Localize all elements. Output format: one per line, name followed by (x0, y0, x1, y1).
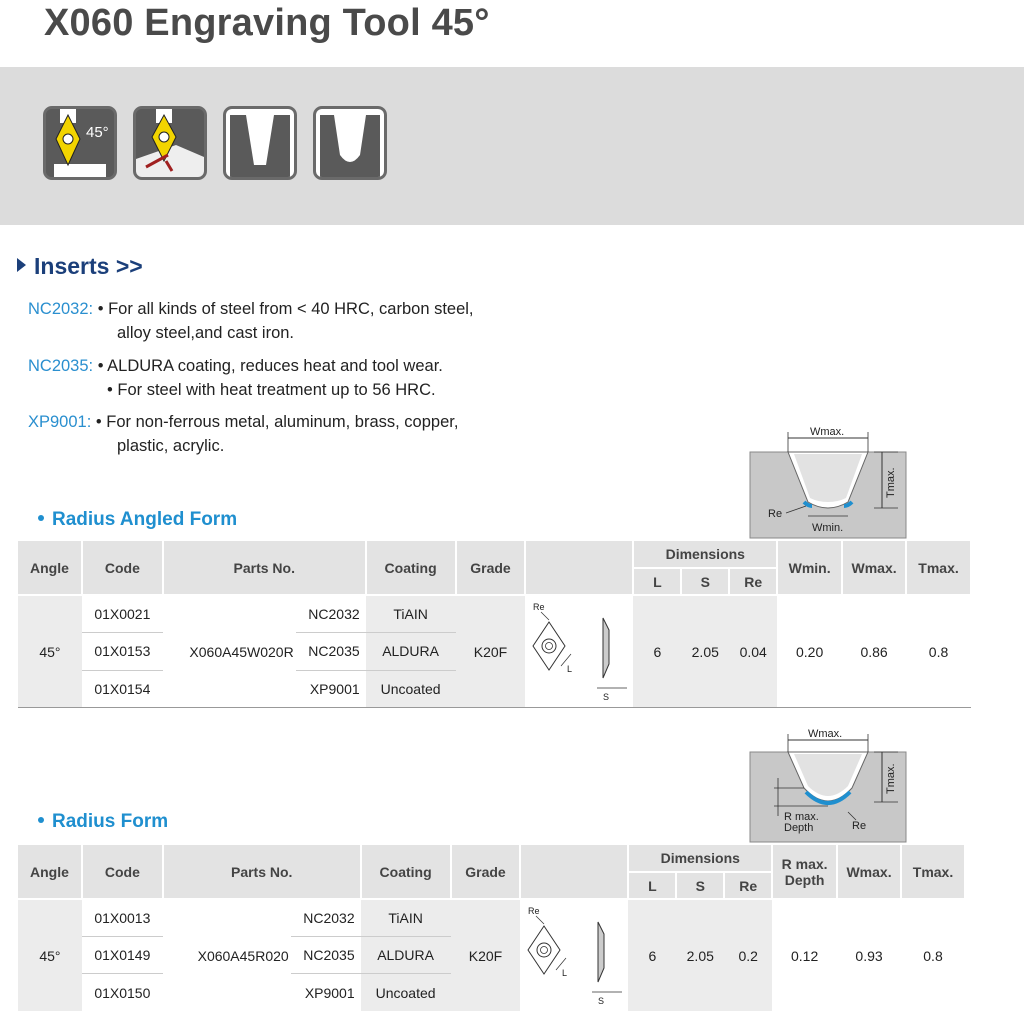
grade-code-cell: NC2035 (296, 633, 366, 671)
bullet-icon (38, 515, 44, 521)
col-angle: Angle (18, 541, 82, 595)
s-cell: 2.05 (681, 595, 729, 708)
col-re: Re (724, 872, 772, 899)
re-label: Re (533, 602, 545, 612)
grade-cell: K20F (451, 899, 521, 1011)
grade-cell: K20F (456, 595, 526, 708)
col-code: Code (82, 541, 163, 595)
l-label: L (567, 664, 573, 674)
page-title: X060 Engraving Tool 45° (44, 2, 490, 44)
col-grade: Grade (451, 845, 521, 899)
parts-no-cell: X060A45W020R (163, 595, 296, 708)
col-s: S (676, 872, 724, 899)
code-cell: 01X0021 (82, 595, 163, 633)
insert-engraving-icon (133, 106, 207, 180)
desc-line: • For non-ferrous metal, aluminum, brass, copper, (95, 413, 459, 431)
grade-code-cell: NC2032 (296, 595, 366, 633)
l-cell: 6 (633, 595, 681, 708)
s-label: S (603, 692, 610, 702)
col-wmax: Wmax. (837, 845, 901, 899)
tmax-label: Tmax. (885, 467, 897, 498)
wmax-label: Wmax. (808, 728, 843, 740)
rmax-cell: 0.12 (772, 899, 837, 1011)
insert-drawing-cell (525, 595, 633, 708)
s-label: S (598, 996, 605, 1006)
radius-form-groove-diagram (748, 722, 910, 844)
parts-no-cell: X060A45R020 (163, 899, 291, 1011)
insert-drawing-cell (520, 899, 628, 1011)
col-grade: Grade (456, 541, 526, 595)
wmax-label: Wmax. (810, 426, 845, 438)
grade-code: NC2035: (28, 357, 94, 375)
tmax-cell: 0.8 (906, 595, 971, 708)
insert-desc-xp9001 (28, 410, 458, 458)
grade-code-cell: XP9001 (296, 670, 366, 708)
col-image (525, 541, 633, 595)
radius-angled-heading-text: Radius Angled Form (52, 509, 238, 530)
wmax-cell: 0.93 (837, 899, 901, 1011)
radius-angled-heading (38, 509, 237, 531)
re-cell: 0.2 (724, 899, 772, 1011)
radius-form-heading-text: Radius Form (52, 811, 169, 832)
col-l: L (633, 568, 681, 595)
desc-line: alloy steel,and cast iron. (117, 324, 295, 342)
grade-code: XP9001: (28, 413, 92, 431)
rmax-label: R max. (784, 811, 819, 823)
radius-form-heading (38, 811, 168, 833)
coating-cell: TiAIN (361, 899, 451, 936)
col-tmax: Tmax. (906, 541, 971, 595)
angle-cell: 45° (18, 899, 82, 1011)
wmin-cell: 0.20 (777, 595, 842, 708)
angle-cell: 45° (18, 595, 82, 708)
insert-drawing-icon (522, 900, 626, 1008)
re-label: Re (528, 906, 540, 916)
table-row (18, 899, 965, 936)
col-s: S (681, 568, 729, 595)
l-cell: 6 (628, 899, 676, 1011)
col-dimensions: Dimensions (628, 845, 772, 872)
col-coating: Coating (366, 541, 456, 595)
bullet-icon (38, 817, 44, 823)
coating-cell: ALDURA (361, 936, 451, 973)
grade-code-cell: NC2032 (291, 899, 361, 936)
radius-angled-table (18, 541, 972, 708)
wmax-cell: 0.86 (842, 595, 906, 708)
s-cell: 2.05 (676, 899, 724, 1011)
re-label: Re (852, 820, 867, 832)
col-parts: Parts No. (163, 541, 366, 595)
desc-line: plastic, acrylic. (117, 437, 225, 455)
desc-line: • For steel with heat treatment up to 56 HRC. (107, 381, 436, 399)
code-cell: 01X0013 (82, 899, 163, 936)
l-label: L (562, 968, 568, 978)
rmax-header: R max. (781, 855, 828, 872)
col-parts: Parts No. (163, 845, 361, 899)
grade-code: NC2032: (28, 300, 94, 318)
code-cell: 01X0153 (82, 633, 163, 671)
v-groove-icon (223, 106, 297, 180)
angle-label: 45° (86, 124, 109, 141)
depth-label: Depth (784, 822, 814, 834)
grade-code-cell: XP9001 (291, 974, 361, 1011)
code-cell: 01X0149 (82, 936, 163, 973)
col-dimensions: Dimensions (633, 541, 777, 568)
desc-line: • For all kinds of steel from < 40 HRC, carbon steel, (97, 300, 474, 318)
coating-cell: ALDURA (366, 633, 456, 671)
coating-cell: Uncoated (366, 670, 456, 708)
insert-drawing-icon (527, 596, 631, 704)
col-code: Code (82, 845, 163, 899)
grade-code-cell: NC2035 (291, 936, 361, 973)
coating-cell: TiAIN (366, 595, 456, 633)
code-cell: 01X0150 (82, 974, 163, 1011)
col-angle: Angle (18, 845, 82, 899)
radius-form-table (18, 845, 966, 1011)
coating-cell: Uncoated (361, 974, 451, 1011)
insert-desc-nc2032 (28, 297, 474, 345)
col-rmax-depth (772, 845, 837, 899)
insert-desc-nc2035 (28, 354, 443, 402)
depth-header: Depth (784, 871, 825, 888)
code-cell: 01X0154 (82, 670, 163, 708)
col-wmin: Wmin. (777, 541, 842, 595)
col-tmax: Tmax. (901, 845, 965, 899)
tmax-label: Tmax. (885, 763, 897, 794)
col-image (520, 845, 628, 899)
col-coating: Coating (361, 845, 451, 899)
re-label: Re (768, 508, 783, 520)
desc-line: • ALDURA coating, reduces heat and tool wear. (97, 357, 443, 375)
inserts-heading (17, 253, 143, 280)
tmax-cell: 0.8 (901, 899, 965, 1011)
col-l: L (628, 872, 676, 899)
radius-angled-groove-diagram (748, 420, 910, 542)
re-cell: 0.04 (729, 595, 777, 708)
triangle-bullet-icon (17, 258, 26, 272)
inserts-heading-text: Inserts >> (34, 253, 143, 279)
insert-45-icon (43, 106, 117, 180)
col-wmax: Wmax. (842, 541, 906, 595)
table-row (18, 595, 971, 633)
wmin-label: Wmin. (812, 522, 844, 534)
col-re: Re (729, 568, 777, 595)
radius-groove-icon (313, 106, 387, 180)
